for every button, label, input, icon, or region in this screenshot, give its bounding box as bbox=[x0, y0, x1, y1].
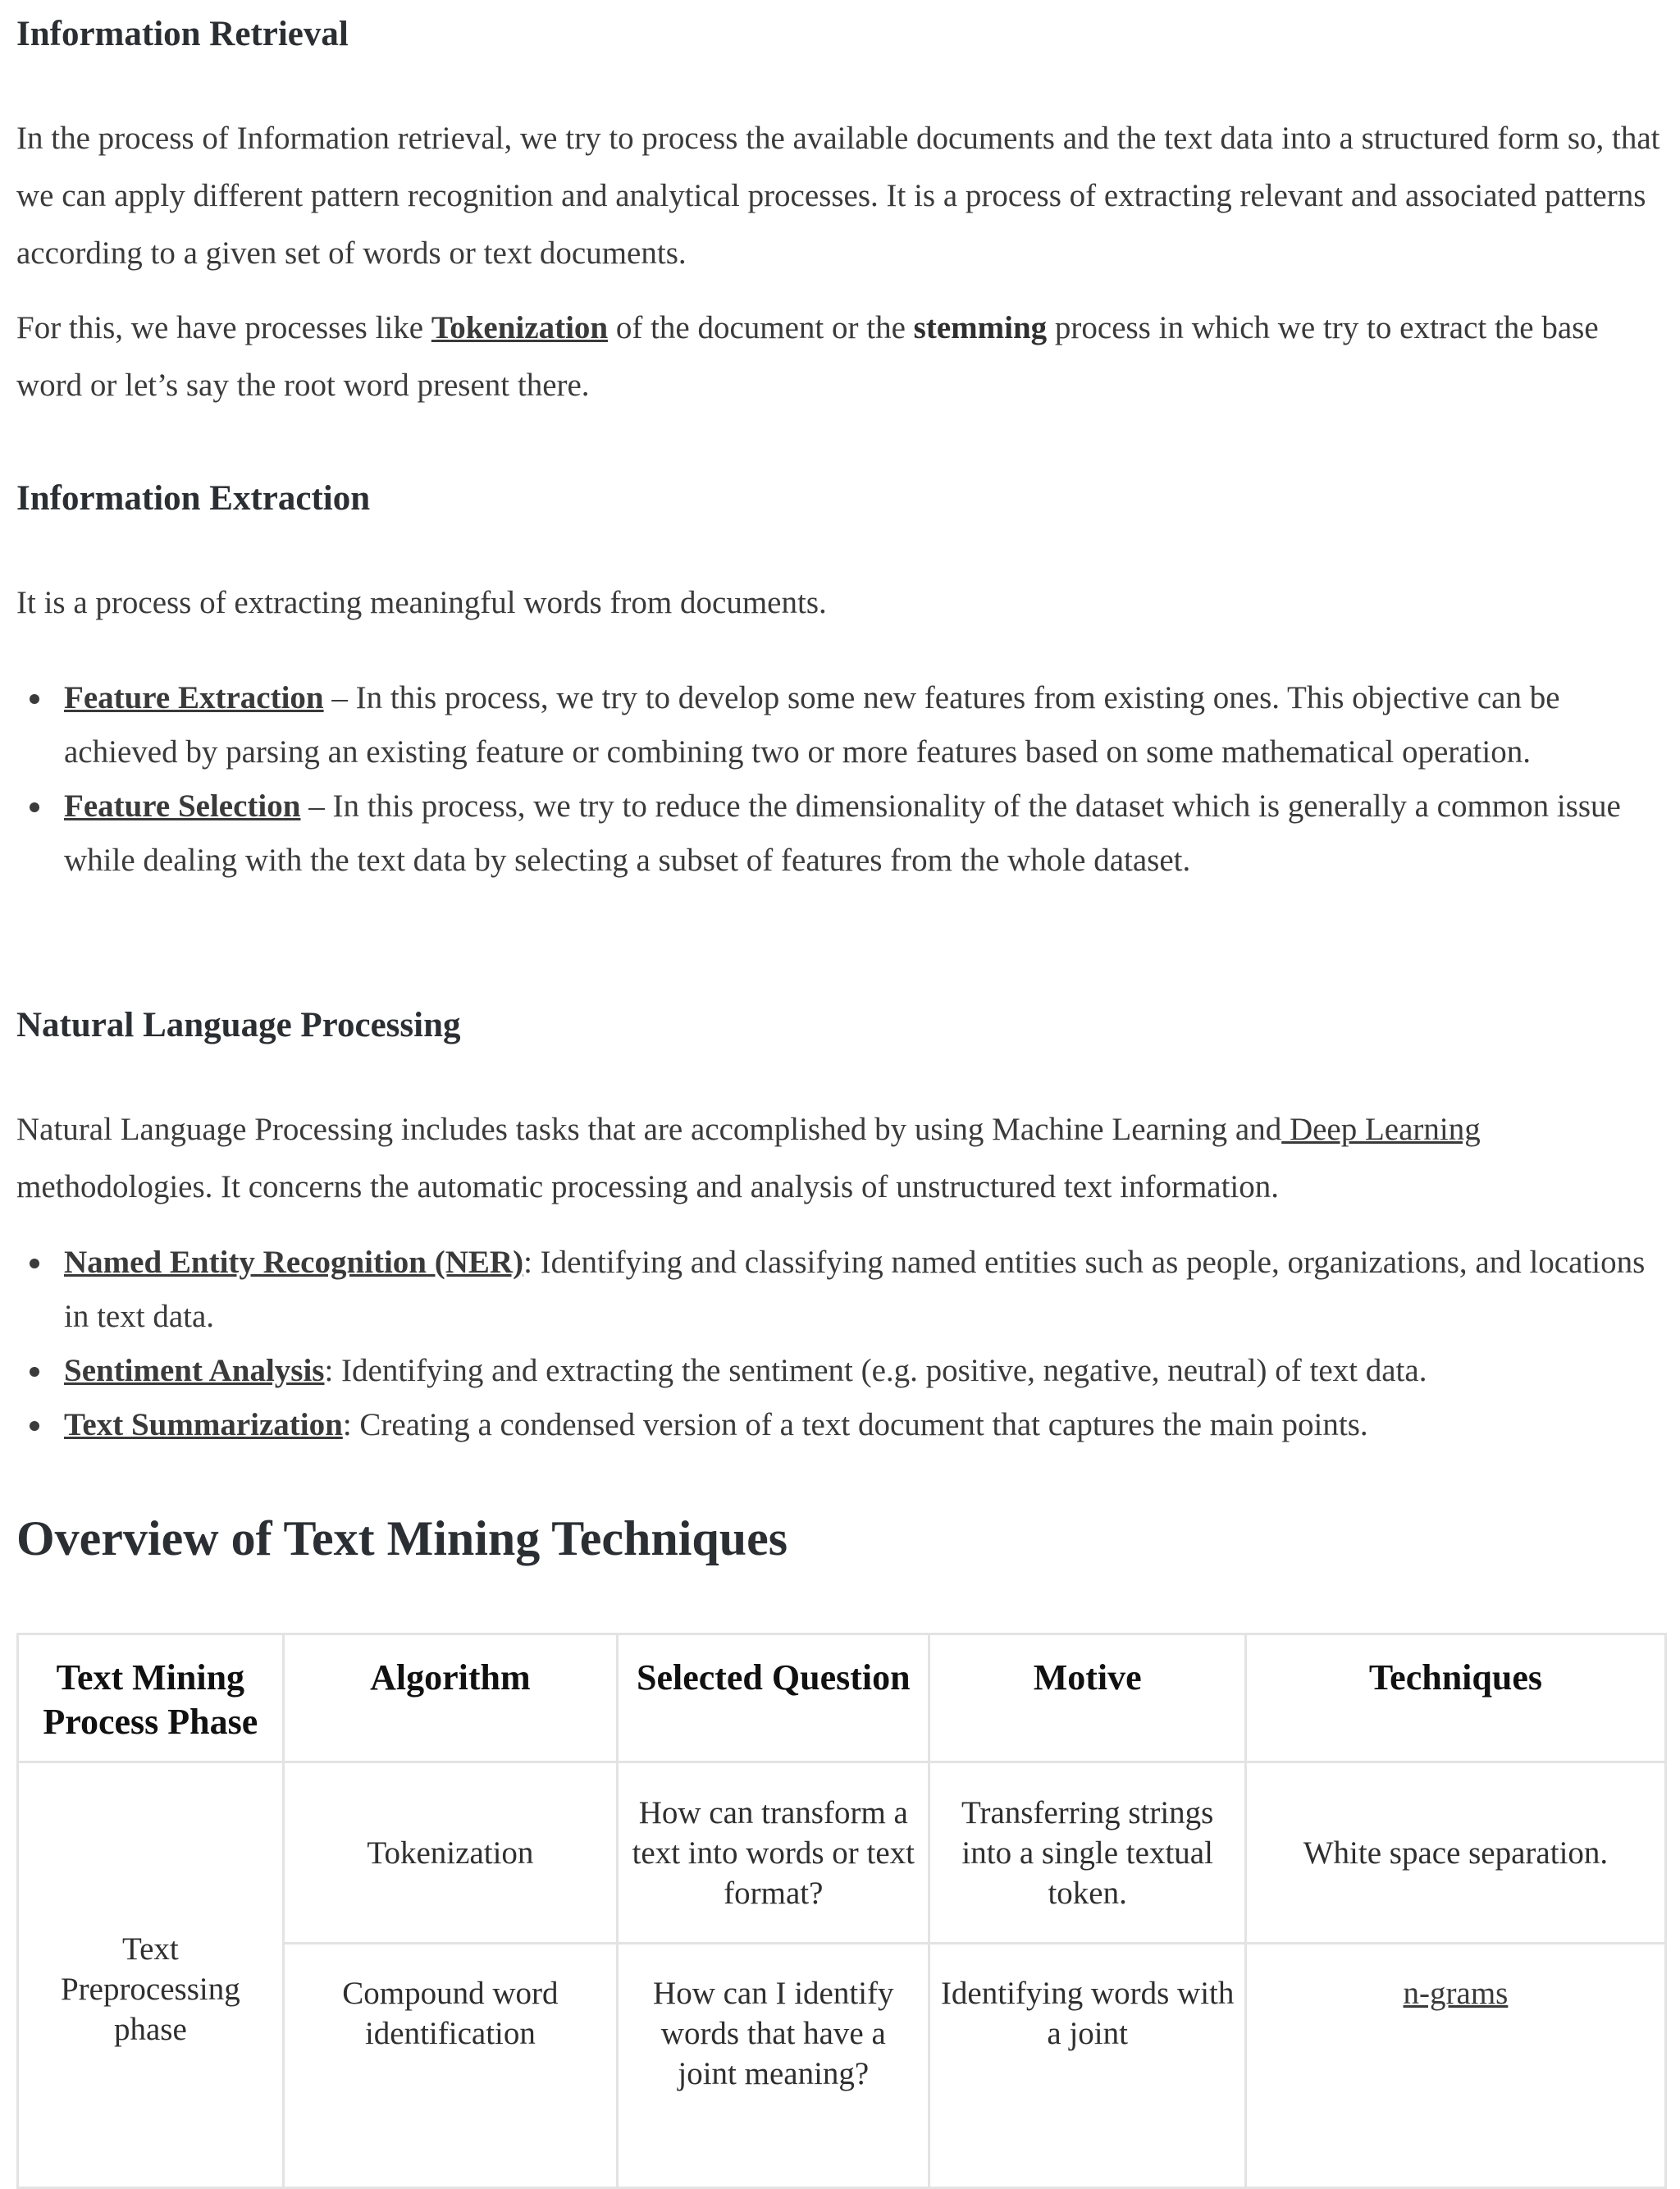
paragraph-information-extraction: It is a process of extracting meaningful words from documents. bbox=[16, 585, 827, 620]
n-grams-link[interactable]: n-grams bbox=[1403, 1976, 1509, 2011]
section-heading-information-extraction: Information Extraction bbox=[16, 479, 371, 518]
text-span: of the document or the bbox=[608, 310, 914, 345]
list-item-text: : Identifying and classifying named entities such as people, organizations, and locations in text data. bbox=[64, 1245, 1646, 1334]
nlp-bullet-list bbox=[16, 1236, 1665, 1452]
table-header-row bbox=[18, 1634, 1666, 1762]
bullet-icon bbox=[30, 1367, 39, 1377]
feature-selection-link[interactable]: Feature Selection bbox=[64, 788, 301, 824]
list-item bbox=[16, 1236, 1665, 1344]
list-item-text: : Identifying and extracting the sentiment (e.g. positive, negative, neutral) of text data. bbox=[324, 1353, 1427, 1388]
text-span: Natural Language Processing includes tasks that are accomplished by using Machine Learning and bbox=[16, 1112, 1282, 1147]
list-item bbox=[16, 1344, 1665, 1398]
feature-bullet-list bbox=[16, 671, 1665, 888]
column-header-phase: Text Mining Process Phase bbox=[18, 1634, 284, 1762]
section-heading-information-retrieval: Information Retrieval bbox=[16, 15, 349, 53]
table-cell-algorithm: Compound word identification bbox=[283, 1944, 617, 2188]
table-cell-technique: White space separation. bbox=[1245, 1762, 1665, 1944]
table-row bbox=[18, 1762, 1666, 1944]
list-item bbox=[16, 671, 1665, 779]
list-item-text: : Creating a condensed version of a text document that captures the main points. bbox=[342, 1407, 1368, 1442]
text-summarization-link[interactable]: Text Summarization bbox=[64, 1407, 343, 1442]
text-span: process in which we try to extract the base word or let’s say the root word present there. bbox=[16, 310, 1599, 403]
text-span: For this, we have processes like bbox=[16, 310, 431, 345]
bullet-icon bbox=[30, 802, 39, 812]
feature-extraction-link[interactable]: Feature Extraction bbox=[64, 680, 324, 715]
deep-learning-link[interactable]: Deep Learning bbox=[1281, 1112, 1481, 1147]
table-cell-question: How can I identify words that have a joint meaning? bbox=[618, 1944, 929, 2188]
bullet-icon bbox=[30, 694, 39, 704]
column-header-techniques: Techniques bbox=[1245, 1634, 1665, 1762]
text-mining-table bbox=[16, 1633, 1667, 2189]
column-header-motive: Motive bbox=[929, 1634, 1245, 1762]
list-item-text: – In this process, we try to reduce the dimensionality of the dataset which is generally a common issue while dealing with the text data by selecting a subset of features from the whole dataset. bbox=[64, 788, 1621, 878]
paragraph-nlp bbox=[16, 1101, 1665, 1216]
stemming-bold: stemming bbox=[913, 310, 1048, 345]
text-span: methodologies. It concerns the automatic processing and analysis of unstructured text information. bbox=[16, 1169, 1280, 1204]
bullet-icon bbox=[30, 1259, 39, 1268]
column-header-question: Selected Question bbox=[618, 1634, 929, 1762]
table-cell-question: How can transform a text into words or text format? bbox=[618, 1762, 929, 1944]
section-heading-nlp: Natural Language Processing bbox=[16, 1006, 461, 1044]
paragraph-information-retrieval: In the process of Information retrieval, we try to process the available documents and the text data into a structured form so, that we can apply different pattern recognition and analytical processes. It is a process of extracting relevant and associated patterns according to a given set of words or text documents. bbox=[16, 121, 1660, 271]
column-header-algorithm: Algorithm bbox=[283, 1634, 617, 1762]
bullet-icon bbox=[30, 1421, 39, 1431]
table-cell-algorithm: Tokenization bbox=[283, 1762, 617, 1944]
paragraph-tokenization-stemming bbox=[16, 299, 1665, 414]
sentiment-analysis-link[interactable]: Sentiment Analysis bbox=[64, 1353, 325, 1388]
table-cell-phase: Text Preprocessing phase bbox=[18, 1762, 284, 2188]
table-cell-motive: Identifying words with a joint bbox=[929, 1944, 1245, 2188]
ner-link[interactable]: Named Entity Recognition (NER) bbox=[64, 1245, 524, 1280]
list-item-text: – In this process, we try to develop some new features from existing ones. This objective can be achieved by parsing an existing feature or combining two or more features based on some mathematical operation. bbox=[64, 680, 1560, 770]
tokenization-link[interactable]: Tokenization bbox=[431, 310, 609, 345]
overview-heading: Overview of Text Mining Techniques bbox=[16, 1511, 788, 1565]
list-item bbox=[16, 779, 1665, 888]
list-item bbox=[16, 1398, 1665, 1452]
table-cell-technique bbox=[1245, 1944, 1665, 2188]
table-cell-motive: Transferring strings into a single textual token. bbox=[929, 1762, 1245, 1944]
